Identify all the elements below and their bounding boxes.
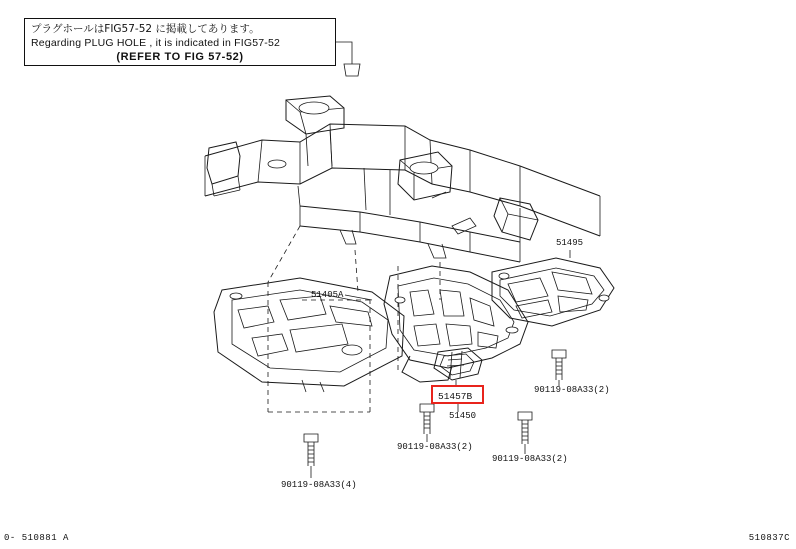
label-bolt-mid: 90119-08A33(2) xyxy=(492,454,568,464)
footer-right-code: 510837C xyxy=(748,533,790,543)
part-51405a-shape xyxy=(214,278,404,392)
note-line-japanese: プラグホールはFIG57-52 に掲載してあります。 xyxy=(31,23,260,35)
frame-crossmember-group xyxy=(205,96,600,262)
note-leader-tip xyxy=(344,64,360,76)
bolt-mid-right xyxy=(518,412,532,454)
part-51450-shape xyxy=(384,266,528,382)
highlighted-part-number: 51457B xyxy=(438,391,473,402)
note-box xyxy=(24,18,336,66)
label-part-51405a: 51405A xyxy=(311,290,344,300)
label-bolt-right: 90119-08A33(2) xyxy=(534,385,610,395)
label-bolt-left: 90119-08A33(4) xyxy=(281,480,357,490)
bolt-left xyxy=(304,434,318,478)
note-line-english: Regarding PLUG HOLE , it is indicated in FIG57-52 xyxy=(31,37,281,49)
bolt-right-1 xyxy=(552,350,566,386)
label-part-51450: 51450 xyxy=(449,411,477,421)
label-part-51495: 51495 xyxy=(556,238,584,248)
label-bolt-center: 90119-08A33(2) xyxy=(397,442,473,452)
part-51495-shape xyxy=(492,250,614,326)
footer-left-code: 0- 510881 A xyxy=(4,533,69,543)
note-leader-line xyxy=(336,42,352,66)
bolt-center xyxy=(420,404,434,442)
note-line-reference: (REFER TO FIG 57-52) xyxy=(116,51,244,63)
highlighted-part-box[interactable] xyxy=(431,385,484,404)
